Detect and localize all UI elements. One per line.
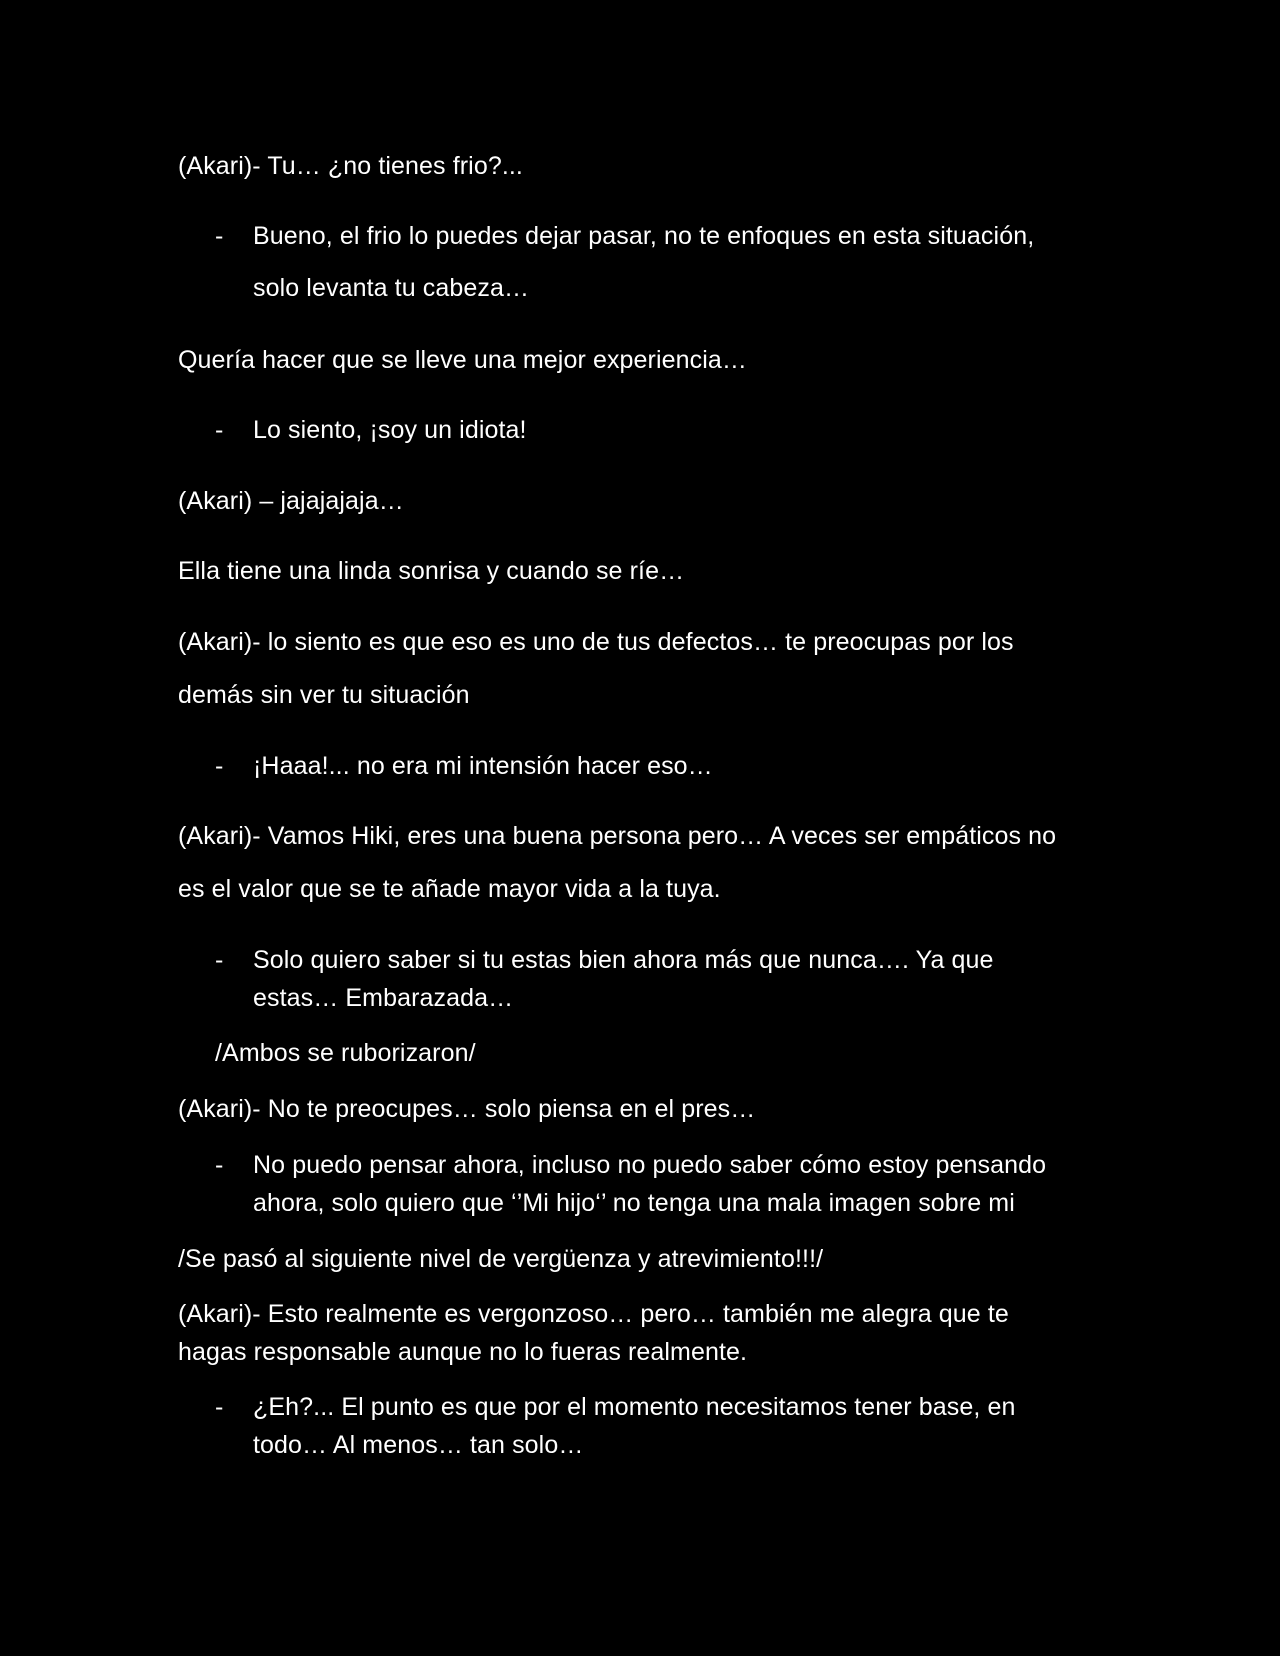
list-item-line: solo levanta tu cabeza… [253,274,530,302]
paragraph-line: (Akari)- Vamos Hiki, eres una buena persona pero… A veces ser empáticos no [178,822,1057,850]
paragraph-line: (Akari)- lo siento es que eso es uno de tus defectos… te preocupas por los [178,628,1014,656]
list-item-line: estas… Embarazada… [253,984,514,1012]
paragraph-line: demás sin ver tu situación [178,681,470,709]
list-item-line: No puedo pensar ahora, incluso no puedo saber cómo estoy pensando [253,1151,1047,1179]
bullet-dash: - [215,1151,224,1179]
stage-direction-line: /Ambos se ruborizaron/ [215,1039,476,1067]
paragraph-line: Ella tiene una linda sonrisa y cuando se ríe… [178,557,685,585]
bullet-dash: - [215,222,224,250]
paragraph-line: es el valor que se te añade mayor vida a la tuya. [178,875,721,903]
list-item-line: ahora, solo quiero que ‘’Mi hijo‘’ no tenga una mala imagen sobre mi [253,1189,1015,1217]
paragraph-line: Quería hacer que se lleve una mejor experiencia… [178,346,747,374]
paragraph-line: (Akari)- No te preocupes… solo piensa en el pres… [178,1095,756,1123]
paragraph-line: (Akari)- Esto realmente es vergonzoso… pero… también me alegra que te [178,1300,1009,1328]
list-item-line: todo… Al menos… tan solo… [253,1431,584,1459]
list-item-line: Bueno, el frio lo puedes dejar pasar, no te enfoques en esta situación, [253,222,1035,250]
list-item-line: Lo siento, ¡soy un idiota! [253,416,527,444]
paragraph-line: (Akari) – jajajajaja… [178,487,404,515]
bullet-dash: - [215,1393,224,1421]
list-item-line: Solo quiero saber si tu estas bien ahora más que nunca…. Ya que [253,946,994,974]
bullet-dash: - [215,752,224,780]
list-item-line: ¡Haaa!... no era mi intensión hacer eso… [253,752,713,780]
stage-direction-line: /Se pasó al siguiente nivel de vergüenza y atrevimiento!!!/ [178,1245,824,1273]
bullet-dash: - [215,946,224,974]
paragraph-line: (Akari)- Tu… ¿no tienes frio?... [178,152,523,180]
paragraph-line: hagas responsable aunque no lo fueras realmente. [178,1338,748,1366]
bullet-dash: - [215,416,224,444]
list-item-line: ¿Eh?... El punto es que por el momento necesitamos tener base, en [253,1393,1016,1421]
